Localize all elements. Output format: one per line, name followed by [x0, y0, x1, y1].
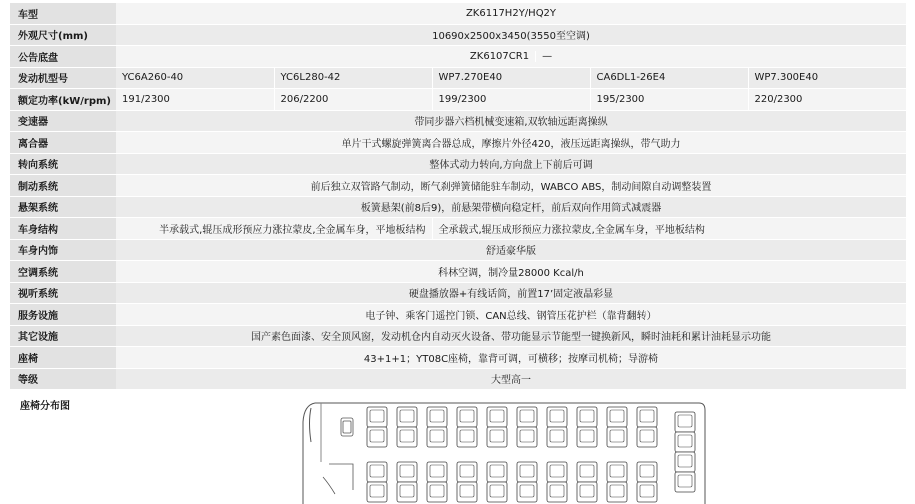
seat-icon — [487, 407, 507, 427]
seat-block-left — [367, 407, 657, 447]
seat-icon — [487, 462, 507, 482]
spec-label-body: 车身结构 — [10, 218, 116, 240]
door-area — [323, 464, 353, 494]
seat-icon — [397, 427, 417, 447]
seat-icon — [457, 407, 477, 427]
spec-row-ac — [10, 261, 906, 283]
spec-label-dimensions: 外观尺寸(mm) — [10, 24, 116, 46]
seat-icon — [637, 462, 657, 482]
seat-icon — [577, 407, 597, 427]
spec-label-grade: 等级 — [10, 368, 116, 390]
seat-icon — [487, 427, 507, 447]
spec-value-gearbox: 带同步器六档机械变速箱,双软轴远距离操纵 — [116, 110, 906, 132]
seat-icon — [577, 482, 597, 502]
seat-icon — [397, 462, 417, 482]
spec-label-gearbox: 变速器 — [10, 110, 116, 132]
spec-value-ac: 科林空调，制冷量28000 Kcal/h — [116, 261, 906, 283]
seat-icon — [577, 462, 597, 482]
spec-value-engine-5: WP7.300E40 — [748, 67, 906, 89]
seat-icon — [427, 482, 447, 502]
spec-value-model: ZK6117H2Y/HQ2Y — [116, 3, 906, 24]
spec-row-chassis — [10, 46, 906, 68]
spec-value-grade: 大型高一 — [116, 368, 906, 390]
seat-layout-title: 座椅分布图 — [20, 401, 70, 412]
spec-label-ac: 空调系统 — [10, 261, 116, 283]
spec-value-power-5: 220/2300 — [748, 89, 906, 111]
spec-value-power-1: 191/2300 — [116, 89, 274, 111]
spec-row-clutch — [10, 132, 906, 154]
spec-value-interior: 舒适豪华版 — [116, 239, 906, 261]
spec-value-dimensions: 10690x2500x3450(3550至空调) — [116, 24, 906, 46]
seat-icon — [487, 482, 507, 502]
spec-value-suspension: 板簧悬架(前8后9)，前悬架带横向稳定杆，前后双向作用筒式减震器 — [116, 196, 906, 218]
spec-label-other: 其它设施 — [10, 325, 116, 347]
spec-row-other — [10, 325, 906, 347]
seat-icon — [427, 462, 447, 482]
spec-label-chassis: 公告底盘 — [10, 46, 116, 68]
seat-icon — [397, 407, 417, 427]
seat-icon — [517, 407, 537, 427]
spec-row-service — [10, 304, 906, 326]
spec-label-brake: 制动系统 — [10, 175, 116, 197]
spec-value-steering: 整体式动力转向,方向盘上下前后可调 — [116, 153, 906, 175]
seat-icon — [517, 427, 537, 447]
spec-row-gearbox — [10, 110, 906, 132]
spec-value-clutch: 单片干式螺旋弹簧离合器总成，摩擦片外径420，液压远距离操纵，带气助力 — [116, 132, 906, 154]
spec-label-av: 视听系统 — [10, 282, 116, 304]
seat-icon — [607, 407, 627, 427]
seat-icon — [427, 427, 447, 447]
seat-icon — [675, 452, 695, 472]
spec-table — [10, 3, 906, 390]
seat-icon — [637, 482, 657, 502]
seat-icon — [637, 407, 657, 427]
seat-icon — [367, 407, 387, 427]
seat-block-right — [367, 462, 657, 502]
spec-row-suspension — [10, 196, 906, 218]
spec-value-chassis-model: ZK6107CR1 — [469, 50, 530, 62]
spec-value-engine-1: YC6A260-40 — [116, 67, 274, 89]
seat-icon — [457, 462, 477, 482]
spec-value-engine-4: CA6DL1-26E4 — [590, 67, 748, 89]
spec-row-interior — [10, 239, 906, 261]
seat-icon — [637, 427, 657, 447]
spec-row-grade — [10, 368, 906, 390]
seat-icon — [397, 482, 417, 502]
spec-value-body-a: 半承载式,辊压成形预应力涨拉蒙皮,全金属车身，平地板结构 — [116, 218, 432, 240]
seat-block-rear — [675, 412, 695, 492]
spec-value-brake: 前后独立双管路气制动，断气刹弹簧储能驻车制动，WABCO ABS，制动间隙自动调整装置 — [116, 175, 906, 197]
seat-icon — [547, 462, 567, 482]
spec-value-other: 国产素色面漆、安全顶风窗，发动机仓内自动灭火设备、带功能显示节能型一键换新风，瞬时油耗和累计油耗显示功能 — [116, 325, 906, 347]
spec-value-seats: 43+1+1；YT08C座椅，靠背可调，可横移；按摩司机椅；导游椅 — [116, 347, 906, 369]
spec-row-body — [10, 218, 906, 240]
seat-icon — [457, 482, 477, 502]
spec-value-engine-3: WP7.270E40 — [432, 67, 590, 89]
spec-value-chassis-extra: — — [535, 51, 552, 62]
spec-label-seats: 座椅 — [10, 347, 116, 369]
seat-icon — [367, 482, 387, 502]
spec-row-model — [10, 3, 906, 24]
seat-icon — [457, 427, 477, 447]
seat-icon — [547, 407, 567, 427]
spec-row-dimensions — [10, 24, 906, 46]
spec-value-power-3: 199/2300 — [432, 89, 590, 111]
seat-icon — [517, 462, 537, 482]
seat-icon — [367, 427, 387, 447]
seat-icon — [675, 472, 695, 492]
spec-label-clutch: 离合器 — [10, 132, 116, 154]
spec-row-seats — [10, 347, 906, 369]
spec-value-power-2: 206/2200 — [274, 89, 432, 111]
spec-row-brake — [10, 175, 906, 197]
seat-icon — [675, 412, 695, 432]
seat-layout-diagram — [301, 402, 706, 504]
spec-row-steering — [10, 153, 906, 175]
spec-label-model: 车型 — [10, 3, 116, 24]
seat-icon — [547, 427, 567, 447]
spec-value-av: 硬盘播放器+有线话筒，前置17’固定液晶彩显 — [116, 282, 906, 304]
spec-label-engine: 发动机型号 — [10, 67, 116, 89]
driver-seat — [341, 418, 353, 436]
seat-icon — [367, 462, 387, 482]
spec-label-suspension: 悬架系统 — [10, 196, 116, 218]
spec-value-service: 电子钟、乘客门遥控门锁、CAN总线、钢管压花护栏（靠背翻转） — [116, 304, 906, 326]
spec-value-power-4: 195/2300 — [590, 89, 748, 111]
seat-icon — [427, 407, 447, 427]
seat-icon — [517, 482, 537, 502]
seat-icon — [675, 432, 695, 452]
spec-value-chassis — [116, 46, 906, 68]
spec-label-interior: 车身内饰 — [10, 239, 116, 261]
seat-icon — [577, 427, 597, 447]
seat-icon — [607, 482, 627, 502]
spec-label-power: 额定功率(kW/rpm) — [10, 89, 116, 111]
seat-icon — [607, 462, 627, 482]
spec-label-steering: 转向系统 — [10, 153, 116, 175]
seat-icon — [607, 427, 627, 447]
spec-value-engine-2: YC6L280-42 — [274, 67, 432, 89]
spec-row-power — [10, 89, 906, 111]
spec-row-av — [10, 282, 906, 304]
spec-row-engine — [10, 67, 906, 89]
spec-value-body-b: 全承载式,辊压成形预应力涨拉蒙皮,全金属车身，平地板结构 — [432, 218, 906, 240]
spec-label-service: 服务设施 — [10, 304, 116, 326]
seat-icon — [547, 482, 567, 502]
